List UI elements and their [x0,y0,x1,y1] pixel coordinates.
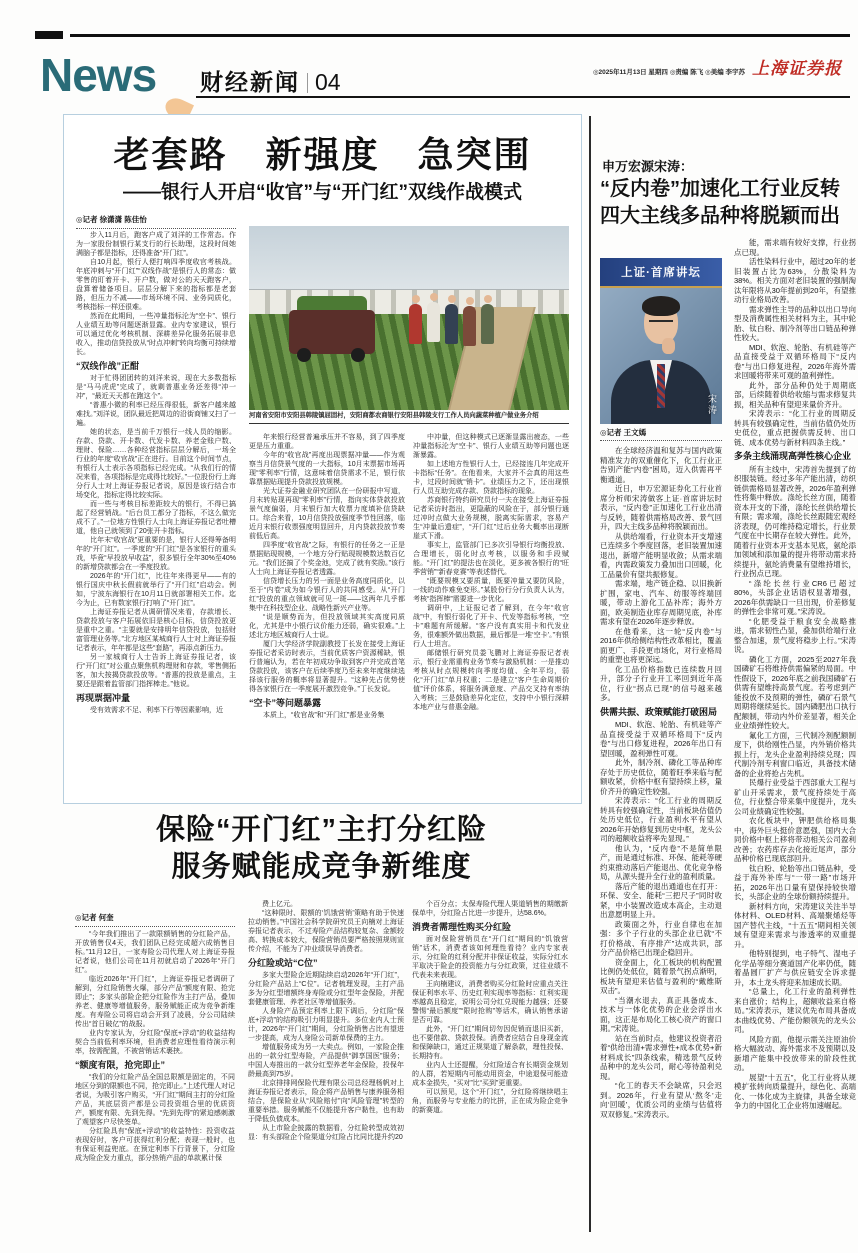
article-paragraph: 化工品价格指数已连续数月回升，部分子行业开工率回到近年高位，行业“拐点已现”的信号越来越多。 [600,664,722,702]
article-paragraph: 如上述地方性银行人士，已经接连几年完成开卡指标“任务”。在他看来，大家并不会真的用这些卡，过段时间就“销卡”。业绩压力之下，还出现银行人员互助完成存款、贷款指标的现象。 [413,461,569,495]
portrait-tie [657,364,665,408]
article-paragraph: 在他看来，这一轮“反内卷”与2016年供给侧结构性改革相比，覆盖面更广、手段更市场化，对行业格局的重塑也将更深远。 [600,626,722,664]
article-subhead: 消费者需理性购买分红险 [412,922,512,932]
article-paragraph: 需求弹性主导的品种以出口导向型及消费属性相关材料为主，其中轮胎、钛白粉、制冷剂等出口链品种弹性较大。 [734,304,856,342]
article-paragraph: “既要规模又要质量，既要冲量又要防风险，一线的动作难免变形。”某股份行分行负责人认为，考核“指挥棒”需要进一步优化。 [413,578,569,603]
article-paragraph: 事实上，监管部门已多次引导银行均衡投放、合理增长，弱化时点考核，以服务和手段赋能。“开门红”的提法也在淡化，更多被各银行的“旺季营销”“新春竞赛”等表述替代。 [413,542,569,576]
bank-byline: ◎记者 徐潇潇 陈佳怡 [76,214,236,229]
insurance-column-3 [412,900,568,1232]
article-paragraph: 调研中，上证报记者了解到，在今年“收官战”中，有银行弱化了开卡、代发等指标考核，“空卡”难题有所缓解。“客户没有真实用卡和代发业务，很难额外做出数据，最后都是一堆‘空卡’。”有银行人士坦言。 [413,605,569,648]
bank-column-2 [249,433,405,791]
photo-caption: 河南省安阳市安阳县韩陵镇屈固村，安阳商都农商银行安阳县韩陵支行工作人员向蔬菜种植户做业务介绍 [249,412,569,424]
header-rule [196,96,850,98]
bank-headline: 老套路 新强度 急突围 [113,134,532,175]
article-paragraph: 光大证券金融业研究团队在一份研报中写道，月末转贴现再现“零利率”行情，指向实体贷款投放景气度偏弱，月末银行加大收票力度填补信贷缺口。综合来看，10月信贷投放强度季节性回落，临近月末银行收票强度明显回升，月内贷款投放节奏前低后高。 [249,488,405,540]
insurance-headline [63,812,580,886]
photo-wheel [297,348,311,362]
photo-person-green [481,304,494,344]
bank-column-1 [76,231,236,791]
article-paragraph: 展望“十五五”，化工行业将从规模扩张转向质量提升，绿色化、高端化、一体化成为主旋律，具备全球竞争力的中国化工企业将加速崛起。 [734,1072,856,1110]
photo-sky [249,226,569,296]
section-name: 财经新闻 [200,69,300,95]
photo-wheel [351,348,365,362]
article-paragraph: 资金面上，化工板块的机构配置比例仍处低位，随着景气拐点渐明，板块有望迎来估值与盈利的“戴维斯双击”。 [600,957,722,995]
article-paragraph: 临近2026年“开门红”，上海证券报记者调研了解到，分红险销售火爆，部分产品“额度有限、抢完即止”；多家头部险企把分红险作为主打产品，叠加养老、健康等增值服务，服务赋能正成为竞争新维度。有寿险公司将启动会开到了凌晨，分公司陆续传出“首日破亿”的战报。 [75,976,235,1028]
article-subhead: 供需共振、政策赋能打破困局 [600,706,718,717]
field-photo [249,226,569,410]
article-subhead: “双线作战”正酣 [76,361,140,371]
article-paragraph: 宋涛表示：“化工行业的周期反转具有较强确定性，当前估值仍处历史低位，重点把握供需反转、出口链、成本优势与新材料四条主线。” [734,409,856,447]
article-paragraph: 此外，部分品种仍处于周期底部，后续随着供给收缩与需求修复共振，相关品种有望迎来量价齐升。 [734,380,856,409]
chem-right-column [734,238,856,1232]
article-paragraph: 从供给端看，行业资本开支增速已连续多个季度回落，老旧装置加速退出，新增产能明显收敛；从需求端看，内需政策发力叠加出口回暖，化工品量价有望共振修复。 [600,531,722,579]
article-paragraph: 民爆行业受益于西部重大工程与矿山开采需求，景气度持续处于高位，行业整合带来集中度提升，龙头公司业绩确定性较强。 [734,778,856,816]
article-paragraph: 他认为，“反内卷”不是简单限产，而是通过标准、环保、能耗等硬约束推动落后产能退出、优化竞争格局，从源头提升全行业的盈利质量。 [600,843,722,881]
chief-forum-banner: 上证·首席讲坛 [600,258,722,288]
article-paragraph: 费上亿元。 [262,901,297,908]
article-paragraph: “总量上，化工行业的盈利弹性来自涨价；结构上，超额收益来自格局。”宋涛表示，建议优先布局具备成本曲线优势、产能份额领先的龙头公司。 [734,987,856,1034]
chem-article [600,118,856,1232]
article-paragraph: “这种限时、限额的‘饥饿营销’策略有助于快速拉动销售。”中国社会科学院研究员王向楠对上海证券报记者表示，不过寿险产品结构较复杂、金额较高、转换成本较大，保险营销员要严格按照规则宣传介绍，不能为了冲业绩误导消费者。 [248,910,404,953]
article-paragraph: 上海证券报记者从调研情况来看，存款增长、贷款投放与客户拓展依旧是核心目标，信贷投放更是重中之重。“主要就是安排明年信贷投放，包括财富管理业务等。”北方地区某城商行人士对上海证券报记者表示，年年都是这些“套路”，再添点新压力。 [76,609,236,652]
section-divider [307,73,308,93]
chem-kicker: 申万宏源宋涛： [602,159,694,174]
article-paragraph: 北京排排网保险代理有限公司总经理杨帆对上海证券报记者表示，险企将产品销售与康养服务相结合，是保险业从“风险赔付”向“风险管理”转型的重要举措。服务赋能不仅能提升客户黏性，也有助于降低负债成本。 [248,1080,404,1123]
article-paragraph: 农化板块中，钾肥供给格局集中，海外巨头挺价意愿强，国内大合同价格中枢上移将带动相关公司盈利改善；农药库存去化接近尾声，部分品种价格已现底部回升。 [734,816,856,863]
article-subhead: “空卡”等问题暴露 [249,698,322,708]
news-logo: News [40,49,157,101]
article-paragraph: 对于忙得团团转的刘洋来说，现在大多数指标是“马马虎虎”完成了，就剩普惠业务还差得“冲一冲”，“最近天天都在跑这个”。 [76,375,236,400]
article-paragraph: 比年末“收官战”更重要的是，银行人还得筹备明年的“开门红”。一季度的“开门红”是各家银行的重头戏，毕竟“早投放早收益”，很多银行全年30%至40%的新增贷款都会在一季度投放。 [76,537,236,571]
article-paragraph: “我们的分红险产品全国总限额是固定的，不同地区分到的限额也不同，抢完即止。”上述代理人对记者说，为吸引客户购买，“开门红”期间主打的分红险产品，其底层资产都是公司投资组合里的优质资产，额度有限、先到先得。“先到先得”的紧迫感刺激了观望客户尽快签单。 [75,1074,235,1126]
article-paragraph: 而一些与考核目标差距较大的银行，不得已搞起了经营销战。“后台员工都分了指标，不这么做完成不了。”一位地方性银行人士向上海证券报记者吐槽道，他自己就领到了20张开卡指标。 [76,501,236,535]
article-paragraph: 另一家城商行人士告诉上海证券报记者，该行“开门红”对公重点聚焦机构理财和存款，零售侧拓客，加大按揭贷款投放等。“普惠的投放是重点，主要还是跟着监管部门指挥棒走。”他说。 [76,654,236,688]
chem-headline-line2: 四大主线多品种将脱颖而出 [600,205,840,227]
article-subhead: 分红险或站“C位” [248,958,318,968]
photo-person-white [427,302,440,342]
article-paragraph: 本质上，“收官战”和“开门红”都是业务集 [263,712,385,719]
article-paragraph: “涤纶长丝行业CR6已超过80%，头部企业话语权显著增强，2026年供需缺口一旦出现，价差修复的弹性会非常可观。”宋涛说。 [734,578,856,616]
newspaper-name: 上海证券报 [752,59,842,78]
bank-article [63,114,582,804]
article-paragraph: 信贷增长压力的另一面是业务高度同质化，以至于“内卷”成为如今银行人的共同感受。从“开门红”投放的重点领域就可见一斑——这两年几乎都集中在科技型企业、战略性新兴产业等。 [249,578,405,612]
article-paragraph: “说是顺势而为，但投放领域其实高度同质化，尤其是中小银行议价能力还弱，确实很难。”上述北方地区城商行人士说。 [249,614,405,639]
article-paragraph: 个百分点；太保寿险代理人渠道销售的期缴新保单中，分红险占比进一步提升，达58.6%。 [412,901,568,917]
article-paragraph: 业内人士还提醒，分红险适合有长期资金规划的人群，若短期内可能动用资金，中途退保可能造成本金损失，“买对”比“买到”更重要。 [412,1062,568,1087]
article-paragraph: 磷化工方面，2025至2027年我国磷矿石将维持供需偏紧的局面。中性假设下，2026年底之前我国磷矿石供需有望维持高景气度。若考虑到产能投放不及预期的弹性，磷矿石景气周期将继续延长。国内磷肥出口执行配额制，带动内外价差显著，相关企业业绩弹性较大。 [734,654,856,730]
article-paragraph: 增值服务成为另一大卖点。例如，一家险企推出的一款分红型寿险，产品提供“御享国医”服务；中国人寿推出的一款分红型养老年金保险，投保年龄最高到75岁。 [248,1044,404,1078]
article-subhead: “额度有限，抢完即止” [75,1060,166,1070]
chem-headline [600,176,856,230]
article-paragraph: 政策面之外，行业自律也在加强：多个子行业的头部企业已就“不打价格战、有序排产”达成共识，部分产品价格已出现企稳回升。 [600,919,722,957]
article-paragraph: “当潮水退去，真正具备成本、技术与一体化优势的企业会浮出水面，这正是布局化工核心资产的窗口期。”宋涛说。 [600,995,722,1033]
chem-left-column-text [600,446,722,1218]
article-paragraph: 宋涛表示：“化工行业的周期反转具有较强确定性，当前板块估值仍处历史低位，行业盈利水平有望从2026年开始修复到历史中枢，龙头公司的超额收益将率先显现。” [600,796,722,843]
bank-column-3 [413,433,569,791]
article-paragraph: 此外，“开门红”期间切勿因促销而退旧买新，也不要借款、贷款投保。消费者应结合自身现金流和保障缺口，通过正规渠道了解条款，理性投保、长期持有。 [412,1026,568,1060]
article-paragraph: 邮储银行研究员娄飞鹏对上海证券报记者表示，银行业需重构业务节奏与激励机制：一是推动考核从时点规模转向季度均值、全年平均，弱化“开门红”单月权重；二是建立“客户生命周期价值”评价体系，将服务满意度、产品交叉持有率纳入考核；三是鼓励差异化定位，支持中小银行深耕本地产业与普惠金融。 [413,650,569,711]
article-paragraph: “化工的春天不会缺席，只会迟到。2026年，行业有望从‘熬冬’走向‘回暖’，优质公司的业绩与估值将双双修复。”宋涛表示。 [600,1081,722,1119]
article-paragraph: 苏商银行特约研究员付一夫在接受上海证券报记者采访时指出，更隐蔽的风险在于，部分银行通过冲时点做大业务规模，脱离实际需求，容易产生“冲量后遗症”，“开门红”过后业务大概率出现断崖式下滑。 [413,497,569,540]
insurance-headline-line2: 服务赋能成竞争新维度 [171,851,472,883]
insurance-headline-line1: 保险“开门红”主打分红险 [155,814,487,846]
article-paragraph: 可以预见，这个“开门红”，分红险将继续唱主角，而服务与专业能力的比拼，正在成为险企竞争的新赛道。 [412,1089,568,1114]
article-paragraph: 在全球经济温和复苏与国内政策精准发力的双重催化下，化工行业正告别产能“内卷”困局，迈入供需再平衡通道。 [600,446,722,484]
article-paragraph: 站在当前时点，他建议投资者沿着“供给出清+需求弹性+成本优势+新材料成长”四条线索，精选景气反转品种中的龙头公司，耐心等待盈利兑现。 [600,1033,722,1081]
top-rule-block [35,31,63,39]
photo-person-red [409,304,422,344]
chem-headline-line1: “反内卷”加速化工行业反转 [600,178,840,200]
article-paragraph: 风险方面，他提示需关注原油价格大幅波动、海外需求不及预期以及新增产能集中投放带来的阶段性扰动。 [734,1034,856,1072]
article-paragraph: 从上市险企披露的数据看，分红险转型成效初显：有头部险企个险渠道分红险占比同比提升约20 [248,1125,404,1141]
date-editor-line: ◎2025年11月13日 星期四 ◎责编 陈飞 ◎美编 李宇苏 [592,69,745,76]
vertical-column-rule [589,116,591,1232]
article-paragraph: 业内专家认为，分红险“保底+浮动”的收益结构契合当前低利率环境，但消费者应理性看待演示利率，按需配置，不被营销话术裹挟。 [75,1030,235,1055]
article-paragraph: 落后产能的退出通道也在打开：环保、安全、能耗“三把尺子”同时收紧，中小装置改造成本高企，主动退出意愿明显上升。 [600,881,722,919]
article-paragraph: 近日，申万宏源证券化工行业首席分析师宋涛做客上证·首席讲坛时表示，“反内卷”正加速化工行业出清与反转，随着供需格局改善、景气回升，四大主线多品种将脱颖而出。 [600,484,722,531]
article-paragraph: 厦门大学经济学院副教授丁长发在接受上海证券报记者采访时表示，当前优质客户资源稀缺，银行普遍认为，若在年初成功争取到客户并完成首笔贷款投放，该客户在后续季度乃至未来年度继续选择该行服务的概率将显著提升。“这种先占优势使得各家银行在一季度展开激烈竞争。”丁长发说。 [249,641,405,693]
portrait-glasses [649,320,673,329]
article-paragraph: 人身险产品预定利率上限下调后，分红险“保底+浮动”的结构吸引力明显提升。多位业内人士预计，2026年“开门红”期间，分红险销售占比有望进一步提高，成为人身险公司新单保费的主力。 [248,1008,404,1042]
portrait-hand [662,338,675,354]
article-paragraph: 王向楠建议，消费者购买分红险时应重点关注保证利率水平、历史红利实现率等指标：红利实现率越高且稳定，说明公司分红兑现能力越强；还要警惕“最后额度”“限时抢购”等话术，确认销售承诺是否可靠。 [412,981,568,1024]
article-paragraph: 今年的“收官战”再度出现票据冲量——作为观察当月信贷景气度的一大指标，10月末票据市场再现“零利率”行情，这意味着信贷需求不足，银行依靠票据贴现提升贷款投放规模。 [249,452,405,486]
article-paragraph: MDI、软泡、轮胎、有机硅等产品直接受益于双循环格局下“反内卷”与出口修复进程，2026年海外需求回暖将带来可观的盈利弹性。 [734,342,856,380]
insurance-column-2 [248,900,404,1232]
article-paragraph: 钛白粉、轮胎等出口链品种，受益于海外补库与“一带一路”市场开拓，2026年出口量有望保持较快增长，头部企业的全球份额持续提升。 [734,863,856,901]
article-paragraph: 此外，制冷剂、磷化工等品种库存处于历史低位，随着旺季来临与配额收紧，价格中枢有望持续上移，量价齐升的确定性较强。 [600,758,722,796]
article-paragraph: 然而在此期间，一些冲量指标沦为“空卡”、银行人业绩互助等问题逐渐显露。业内专家建议，银行可以通过优化考核机制、深耕差异化服务拓展非息收入，推动信贷投放从“时点冲刺”转向均衡可持续增长。 [76,313,236,356]
bank-deck: ——银行人开启“收官”与“开门红”双线作战模式 [122,182,522,203]
article-paragraph: 需求端，地产链企稳、以旧换新扩围，家电、汽车、纺服等终端回暖，带动上游化工品补库；海外方面，欧美制造业库存周期见底，补库需求有望在2026年逐步释放。 [600,579,722,626]
page-number: 04 [315,69,341,95]
article-paragraph: 分红险具有“保底+浮动”的收益特性：投资收益表现好时，客户可获得红利分配；表现一般时，也有保证利益兜底。在预定利率下行背景下，分红险成为险企发力重点，部分热销产品的单款累计保 [75,1128,235,1162]
article-paragraph: 他特别提到，电子特气、湿电子化学品等细分赛道国产化率仍低，随着晶圆厂扩产与供应链安全诉求提升，本土龙头将迎来加速成长期。 [734,949,856,987]
article-paragraph: 多家大型险企近期陆续启动2026年“开门红”，分红险产品站上“C位”。记者梳理发现，主打产品多为分红型增额终身寿险或分红型年金保险，并配套健康管理、养老社区等增值服务。 [248,972,404,1006]
insurance-article [63,812,580,1232]
portrait-hair [642,296,680,316]
insurance-column-1 [75,930,235,1230]
portrait-name-label: 宋涛 [707,394,717,416]
top-rule-line [70,34,850,37]
article-paragraph: 受有效需求不足、利率下行等因素影响，近 [90,707,223,714]
article-paragraph: “化肥受益于粮食安全战略推进，需求韧性凸显，叠加供给端行业整合加速，景气度将稳步上行。”宋涛说。 [734,616,856,654]
article-subhead: 再现票据冲量 [76,693,131,703]
article-paragraph: “普惠小微的利率已经压得很低，新客户越来越难找。”刘洋说，团队最近把周边的沿街商铺又扫了一遍。 [76,402,236,427]
article-paragraph: 新材料方向，宋涛建议关注半导体材料、OLED材料、高端聚烯烃等国产替代主线，“十五五”期间相关领域有望迎来需求与渗透率的双重提升。 [734,901,856,949]
article-paragraph: 所有主线中，宋涛首先提到了纺织服装链。经过多年产能出清，纺织链供需格局显著改善，2026年盈利弹性将集中释放。涤纶长丝方面，随着资本开支的下滑，涤纶长丝供给增长有限；需求端，涤纶长丝跟随宏观经济表现，仍可维持稳定增长，行业景气度在中长期存在较大弹性。此外，随着行业资本开支基本见底，氨纶添加领域和添加量的提升将带动需求持续提升，氨纶消费量有望维持增长，行业拐点已现。 [734,464,856,578]
article-subhead: 多条主线涌现高弹性核心企业 [734,451,852,461]
article-paragraph: 面对保险营销员在“开门红”期间的“饥饿营销”话术，消费者该如何理性看待？业内专家表示，分红险的红利分配并非保证收益，实际分红水平取决于险企的投资能力与分红政策，过往业绩不代表未来表现。 [412,936,568,979]
article-paragraph: 四季度“收官战”之际，有银行的任务之一正是票据贴现规模，一个地方分行贴现规模数达数百亿元。“我们还搞了个奖金池，完成了就有奖励。”该行人士向上海证券报记者透露。 [249,542,405,576]
article-paragraph: 步入11月后，跑客户成了刘洋的工作常态。作为一家股份制银行某支行的行长助理，这段时间她满脑子都是指标，还得准备“开门红”。 [76,232,236,257]
analyst-portrait-photo [600,288,722,424]
article-paragraph: 年来银行经营普遍承压并不容易，到了四季度更是压力重重。 [249,434,405,450]
section-label [200,64,341,97]
article-paragraph: 能，需求端有较好支撑，行业拐点已现。 [734,238,856,257]
article-paragraph: 2026年的“开门红”，比往年来得更早——有的银行国庆中秋长假前就举行了“开门红”启动会。例如，宁波东海银行在10月11日就部署相关工作。迄今为止，已有数家银行打响了“开门红”。 [76,573,236,607]
photo-person-navy [445,304,458,344]
article-paragraph: 中冲量，但这种模式已逐渐显露出疲态，一些冲量指标沦为“空卡”、银行人业绩互助等问题也逐渐暴露。 [413,434,569,459]
chem-byline: ◎记者 王文嫣 [600,424,722,441]
photo-person-brown [463,306,476,346]
article-paragraph: 活性染料行业中，超过20年的老旧装置占比为63%，分散染料为38%。相关方面对老旧装置的强制淘汰年限将从30年提前到20年，有望推动行业格局改善。 [734,257,856,304]
article-paragraph: MDI、软泡、轮胎、有机硅等产品直接受益于双循环格局下“反内卷”与出口修复进程，2026年出口有望回暖，盈利弹性可观。 [600,720,722,758]
chem-left-column [600,258,722,1218]
article-paragraph: “今年我们推出了一款限额销售的分红险产品，开放销售仅4天，我们团队已经完成超六成销售目标。”11月12日，一家寿险公司代理人对上海证券报记者说，他们公司在11月初就启动了2026年“开门红”。 [75,931,235,974]
insurance-byline: ◎记者 何奎 [75,912,235,927]
article-paragraph: 氟化工方面，三代制冷剂配额制度下，供给刚性凸显，内外销价格共振上行，龙头企业盈利持续兑现；四代制冷剂专利窗口临近，具备技术储备的企业将抢占先机。 [734,730,856,778]
article-paragraph: 自10月起，银行人便打响四季度收官考核战。年底冲刺与“开门红”“双线作战”是银行人的常态：做零售的盯着开卡、开户数，做对公的天天跑客户，盘算着储备项目。层层分解下来的指标都是老套路，但压力不减——市场环境不同、业务同质化，考核指标一样还很难。 [76,259,236,311]
article-paragraph: 她的状态，是当前千万银行一线人员的缩影。存款、贷款、开卡数、代发卡数、养老金账户数、理财、保险……各种经营指标层层分解后，一场全行业的年度“收官战”正在进行。目前这个时间节点，有银行人士表示各项指标已经完成。“从我们行的情况来看，各项指标是完成得比较好。”一位股份行上海分行人士对上海证券报记者说，原因是该行结合市场变化，指标定得比较实际。 [76,429,236,499]
